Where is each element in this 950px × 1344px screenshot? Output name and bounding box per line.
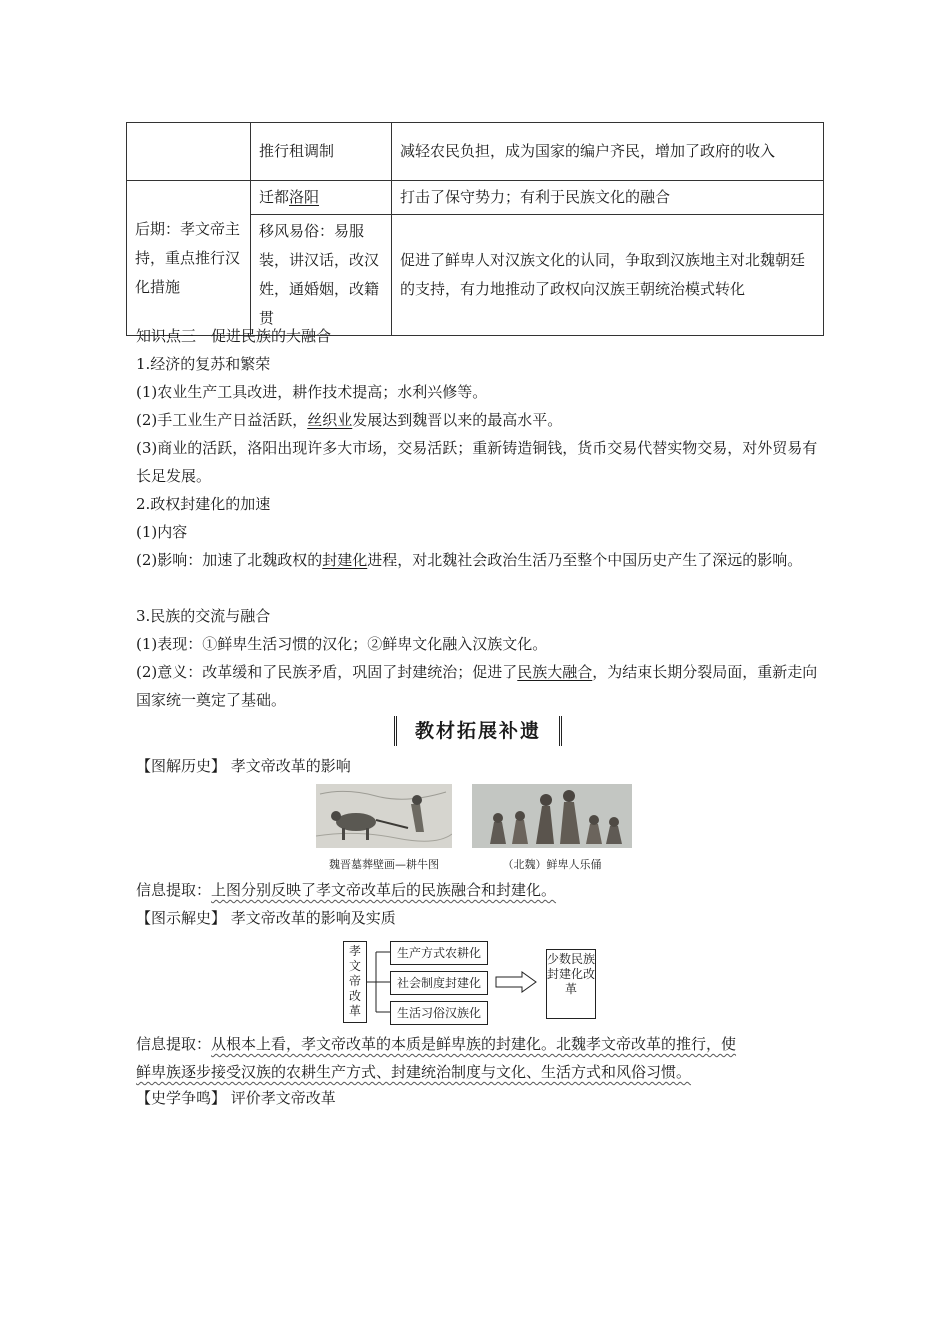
text: (2)意义：改革缓和了民族矛盾，巩固了封建统治；促进了: [136, 663, 518, 681]
heading-text: 评价孝文帝改革: [230, 1089, 336, 1107]
bracket-label: 【史学争鸣】: [136, 1089, 227, 1107]
reform-table: [126, 122, 824, 336]
info-text: 上图分别反映了孝文帝改革后的民族融合和封建化。: [211, 881, 557, 899]
paragraph: (1)内容: [136, 523, 188, 541]
diagram-item: 生活习俗汉族化: [390, 1001, 488, 1025]
paragraph: (3)商业的活跃，洛阳出现许多大市场，交易活跃；重新铸造铜钱，货币交易代替实物交易，对外贸易有长足发展。: [136, 439, 818, 485]
paragraph: [136, 658, 826, 714]
paragraph: [136, 546, 826, 574]
info-text: 鲜卑族逐步接受汉族的农耕生产方式、封建统治制度与文化、生活方式和风俗习惯。: [136, 1063, 692, 1081]
diagram-right-box: 少数民族封建化改革: [546, 949, 596, 1019]
text: ，为结束长期分裂局面，重新走向国家统一奠定了基础。: [136, 663, 818, 709]
subheading: 2.政权封建化的加速: [136, 495, 271, 513]
text: 发展达到魏晋以来的最高水平。: [352, 411, 563, 429]
underlined-term: 封建化: [322, 551, 368, 569]
diagram-item: 社会制度封建化: [390, 971, 488, 995]
subheading: 3.民族的交流与融合: [136, 607, 271, 625]
table-cell-effect: 促进了鲜卑人对汉族文化的认同，争取到汉族地主对北魏朝廷的支持，有力地推动了政权向汉族王朝统治模式转化: [392, 215, 824, 336]
table-cell-measure: [251, 181, 392, 215]
diagram-left-box: 孝文帝改革: [343, 941, 367, 1023]
xianbei-musicians-illustration: [472, 784, 632, 848]
bracket-connector: [366, 940, 390, 1024]
shixue-heading: [136, 1084, 826, 1112]
tushi-heading: [136, 904, 826, 932]
tujie-heading: [136, 752, 826, 780]
bracket-label: 【图示解史】: [136, 909, 227, 927]
subheading: 1.经济的复苏和繁荣: [136, 355, 271, 373]
section-banner: 教材拓展补遗: [394, 716, 562, 746]
underlined-term: 洛阳: [289, 188, 320, 206]
table-row: [127, 181, 824, 215]
table-row: [127, 123, 824, 181]
info-label: 信息提取：: [136, 881, 212, 899]
heading-text: 孝文帝改革的影响: [230, 757, 351, 775]
table-cell-effect: 打击了保守势力；有利于民族文化的融合: [392, 181, 824, 215]
heading-text: 孝文帝改革的影响及实质: [230, 909, 396, 927]
table-cell-period: 后期：孝文帝主持，重点推行汉化措施: [127, 181, 251, 336]
paragraph: (1)农业生产工具改进，耕作技术提高；水利兴修等。: [136, 383, 488, 401]
info-text: 从根本上看，孝文帝改革的本质是鲜卑族的封建化。北魏孝文帝改革的推行，使: [211, 1035, 737, 1053]
bracket-label: 【图解历史】: [136, 757, 227, 775]
table-cell-measure: 推行租调制: [251, 123, 392, 181]
diagram-item: 生产方式农耕化: [390, 941, 488, 965]
info-label: 信息提取：: [136, 1035, 212, 1053]
arrow-right-icon: [494, 970, 538, 994]
section-heading: 知识点三 促进民族的大融合: [136, 327, 332, 345]
mural-image: [316, 784, 452, 848]
paragraph: (1)表现：①鲜卑生活习惯的汉化；②鲜卑文化融入汉族文化。: [136, 635, 548, 653]
figurines-image: [472, 784, 632, 848]
underlined-term: 民族大融合: [517, 663, 593, 681]
table-cell-effect: 减轻农民负担，成为国家的编户齐民，增加了政府的收入: [392, 123, 824, 181]
text: (2)手工业生产日益活跃，: [136, 411, 308, 429]
info-extract: [136, 1030, 826, 1058]
underlined-term: 丝织业: [307, 411, 353, 429]
image-caption: 魏晋墓葬壁画—耕牛图: [329, 858, 439, 871]
measure-text: 迁都: [259, 188, 290, 206]
info-extract: [136, 876, 826, 904]
info-extract-continued: [136, 1058, 826, 1086]
paragraph: [136, 406, 826, 434]
text: 进程，对北魏社会政治生活乃至整个中国历史产生了深远的影响。: [367, 551, 803, 569]
ox-plowing-illustration: [316, 784, 452, 848]
image-caption: （北魏）鲜卑人乐俑: [502, 858, 602, 871]
table-cell-empty: [127, 123, 251, 181]
text: (2)影响：加速了北魏政权的: [136, 551, 323, 569]
table-cell-measure: 移风易俗：易服装，讲汉话，改汉姓，通婚姻，改籍贯: [251, 215, 392, 336]
